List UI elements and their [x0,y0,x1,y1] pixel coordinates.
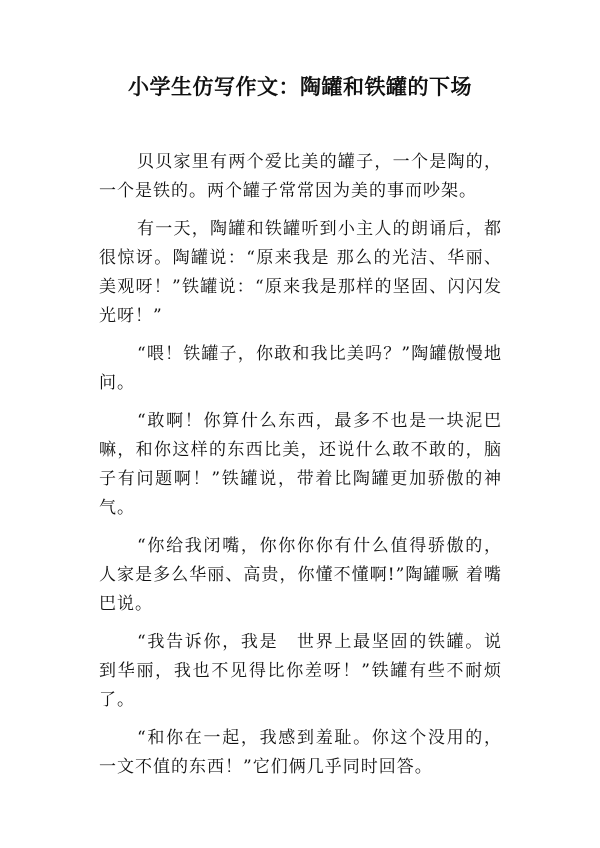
paragraph: 贝贝家里有两个爱比美的罐子，一个是陶的，一个是铁的。两个罐子常常因为美的事而吵架。 [99,152,502,201]
document-title: 小学生仿写作文：陶罐和铁罐的下场 [128,75,472,99]
paragraph: “我告诉你，我是 世界上最坚固的铁罐。说到华丽，我也不见得比你差呀！”铁罐有些不耐烦了。 [99,632,502,710]
paragraph: “和你在一起，我感到羞耻。你这个没用的，一文不值的东西！”它们俩几乎同时回答。 [99,728,502,777]
essay-body [99,148,502,791]
paragraph: “敢啊！你算什么东西，最多不也是一块泥巴嘛，和你这样的东西比美，还说什么敢不敢的，脑子有问题啊！”铁罐说，带着比陶罐更加骄傲的神气。 [99,411,502,518]
paragraph: “你给我闭嘴，你你你你有什么值得骄傲的，人家是多么华丽、高贵，你懂不懂啊!”陶罐噘 着嘴巴说。 [99,536,502,614]
paragraph: 有一天，陶罐和铁罐听到小主人的朗诵后，都很惊讶。陶罐说：“原来我是 那么的光洁、华丽、美观呀！”铁罐说：“原来我是那样的坚固、闪闪发光呀！” [99,219,502,326]
paragraph: “喂！铁罐子，你敢和我比美吗？”陶罐傲慢地问。 [99,344,502,393]
